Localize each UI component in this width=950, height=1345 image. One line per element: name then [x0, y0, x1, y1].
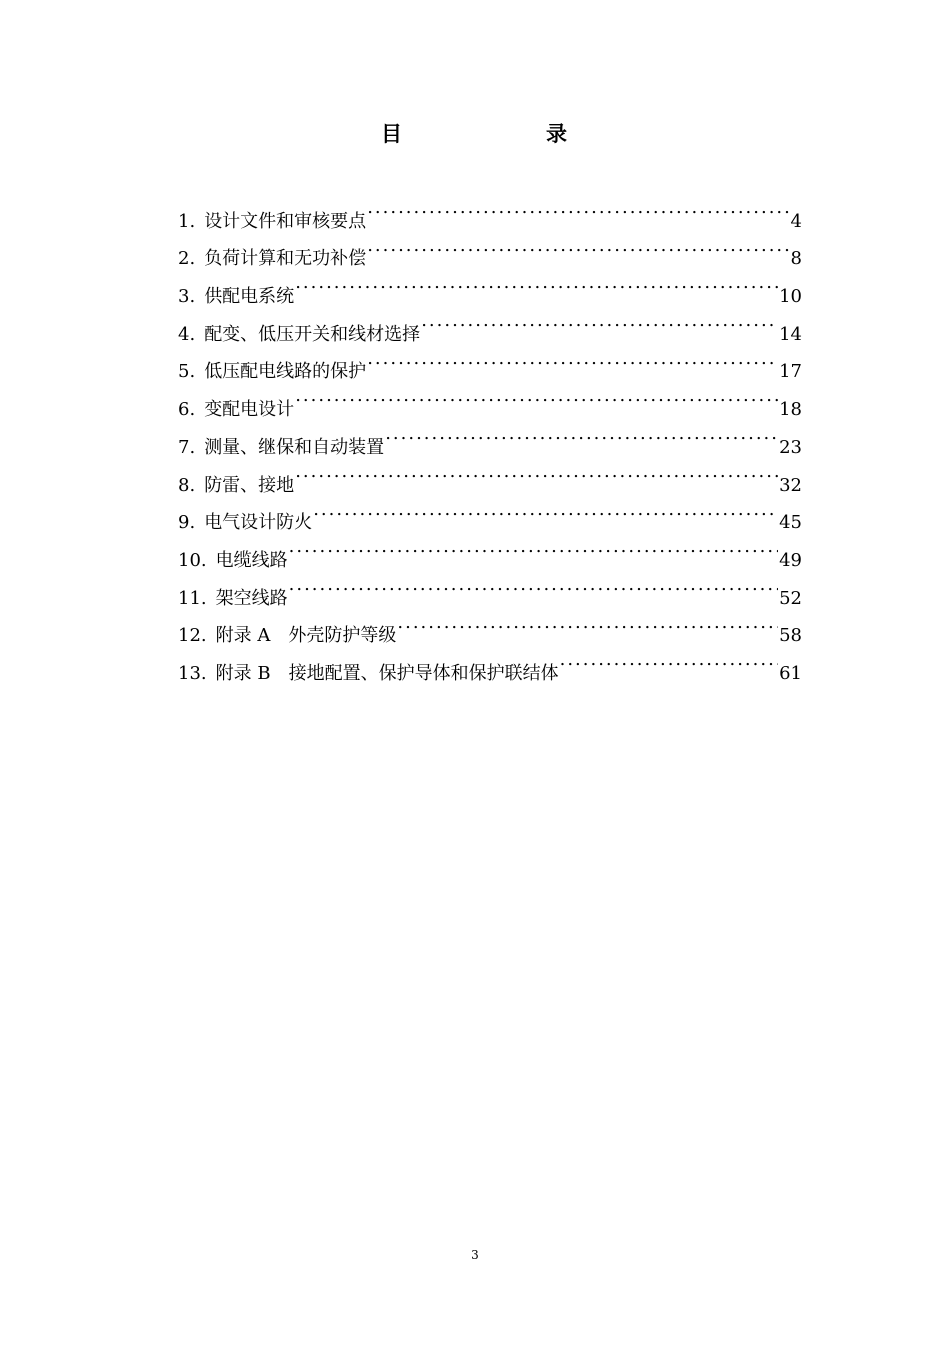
toc-entry-title: 附录 A 外壳防护等级: [215, 625, 397, 647]
toc-dot-leader: [560, 641, 779, 679]
page-title: [0, 114, 950, 150]
toc-entry-number: 9.: [178, 512, 196, 534]
toc-entry-number: 11.: [178, 587, 207, 609]
toc-dot-leader: [367, 227, 789, 265]
toc-dot-leader: [367, 189, 789, 227]
toc-entry-number: 6.: [178, 399, 196, 421]
toc-entry-page: 45: [779, 512, 802, 534]
toc-dot-leader: [289, 566, 778, 604]
toc-entry-title: 设计文件和审核要点: [204, 210, 367, 232]
toc-dot-leader: [367, 340, 778, 378]
toc-entry-title: 低压配电线路的保护: [204, 361, 367, 383]
toc-entry-page: 14: [779, 323, 802, 345]
toc-entry-page: 17: [779, 361, 802, 383]
table-of-contents: [178, 189, 802, 684]
toc-entry-title: 电气设计防火: [204, 512, 313, 534]
toc-entry-page: 4: [790, 210, 802, 232]
page-number: 3: [471, 1248, 479, 1262]
toc-dot-leader: [313, 491, 778, 529]
toc-dot-leader: [289, 528, 778, 566]
toc-entry-number: 5.: [178, 361, 196, 383]
toc-dot-leader: [295, 453, 778, 491]
toc-entry-page: 58: [779, 625, 802, 647]
toc-entry-1[interactable]: [178, 189, 802, 232]
toc-entry-title: 架空线路: [215, 587, 288, 609]
toc-dot-leader: [397, 604, 778, 642]
toc-entry-title: 供配电系统: [204, 286, 295, 308]
toc-entry-number: 3.: [178, 286, 196, 308]
toc-entry-number: 1.: [178, 210, 196, 232]
toc-entry-page: 61: [779, 662, 802, 684]
toc-entry-title: 电缆线路: [215, 549, 288, 571]
toc-entry-title: 配变、低压开关和线材选择: [204, 323, 421, 345]
toc-dot-leader: [295, 264, 778, 302]
toc-entry-number: 8.: [178, 474, 196, 496]
toc-entry-number: 13.: [178, 662, 207, 684]
toc-entry-page: 18: [779, 399, 802, 421]
toc-entry-page: 8: [790, 248, 802, 270]
toc-entry-page: 49: [779, 549, 802, 571]
toc-entry-page: 52: [779, 587, 802, 609]
toc-entry-title: 防雷、接地: [204, 474, 295, 496]
toc-entry-number: 2.: [178, 248, 196, 270]
toc-entry-number: 7.: [178, 436, 196, 458]
toc-entry-page: 23: [779, 436, 802, 458]
toc-entry-title: 附录 B 接地配置、保护导体和保护联结体: [215, 662, 559, 684]
toc-dot-leader: [421, 302, 778, 340]
title-char-2: 录: [546, 122, 567, 146]
toc-entry-page: 32: [779, 474, 802, 496]
title-char-1: 目: [381, 122, 402, 146]
toc-entry-page: 10: [779, 286, 802, 308]
toc-entry-title: 变配电设计: [204, 399, 295, 421]
toc-entry-number: 10.: [178, 549, 207, 571]
toc-dot-leader: [385, 415, 778, 453]
toc-dot-leader: [295, 377, 778, 415]
toc-entry-number: 12.: [178, 625, 207, 647]
toc-entry-number: 4.: [178, 323, 196, 345]
toc-entry-title: 测量、继保和自动装置: [204, 436, 385, 458]
toc-entry-title: 负荷计算和无功补偿: [204, 248, 367, 270]
